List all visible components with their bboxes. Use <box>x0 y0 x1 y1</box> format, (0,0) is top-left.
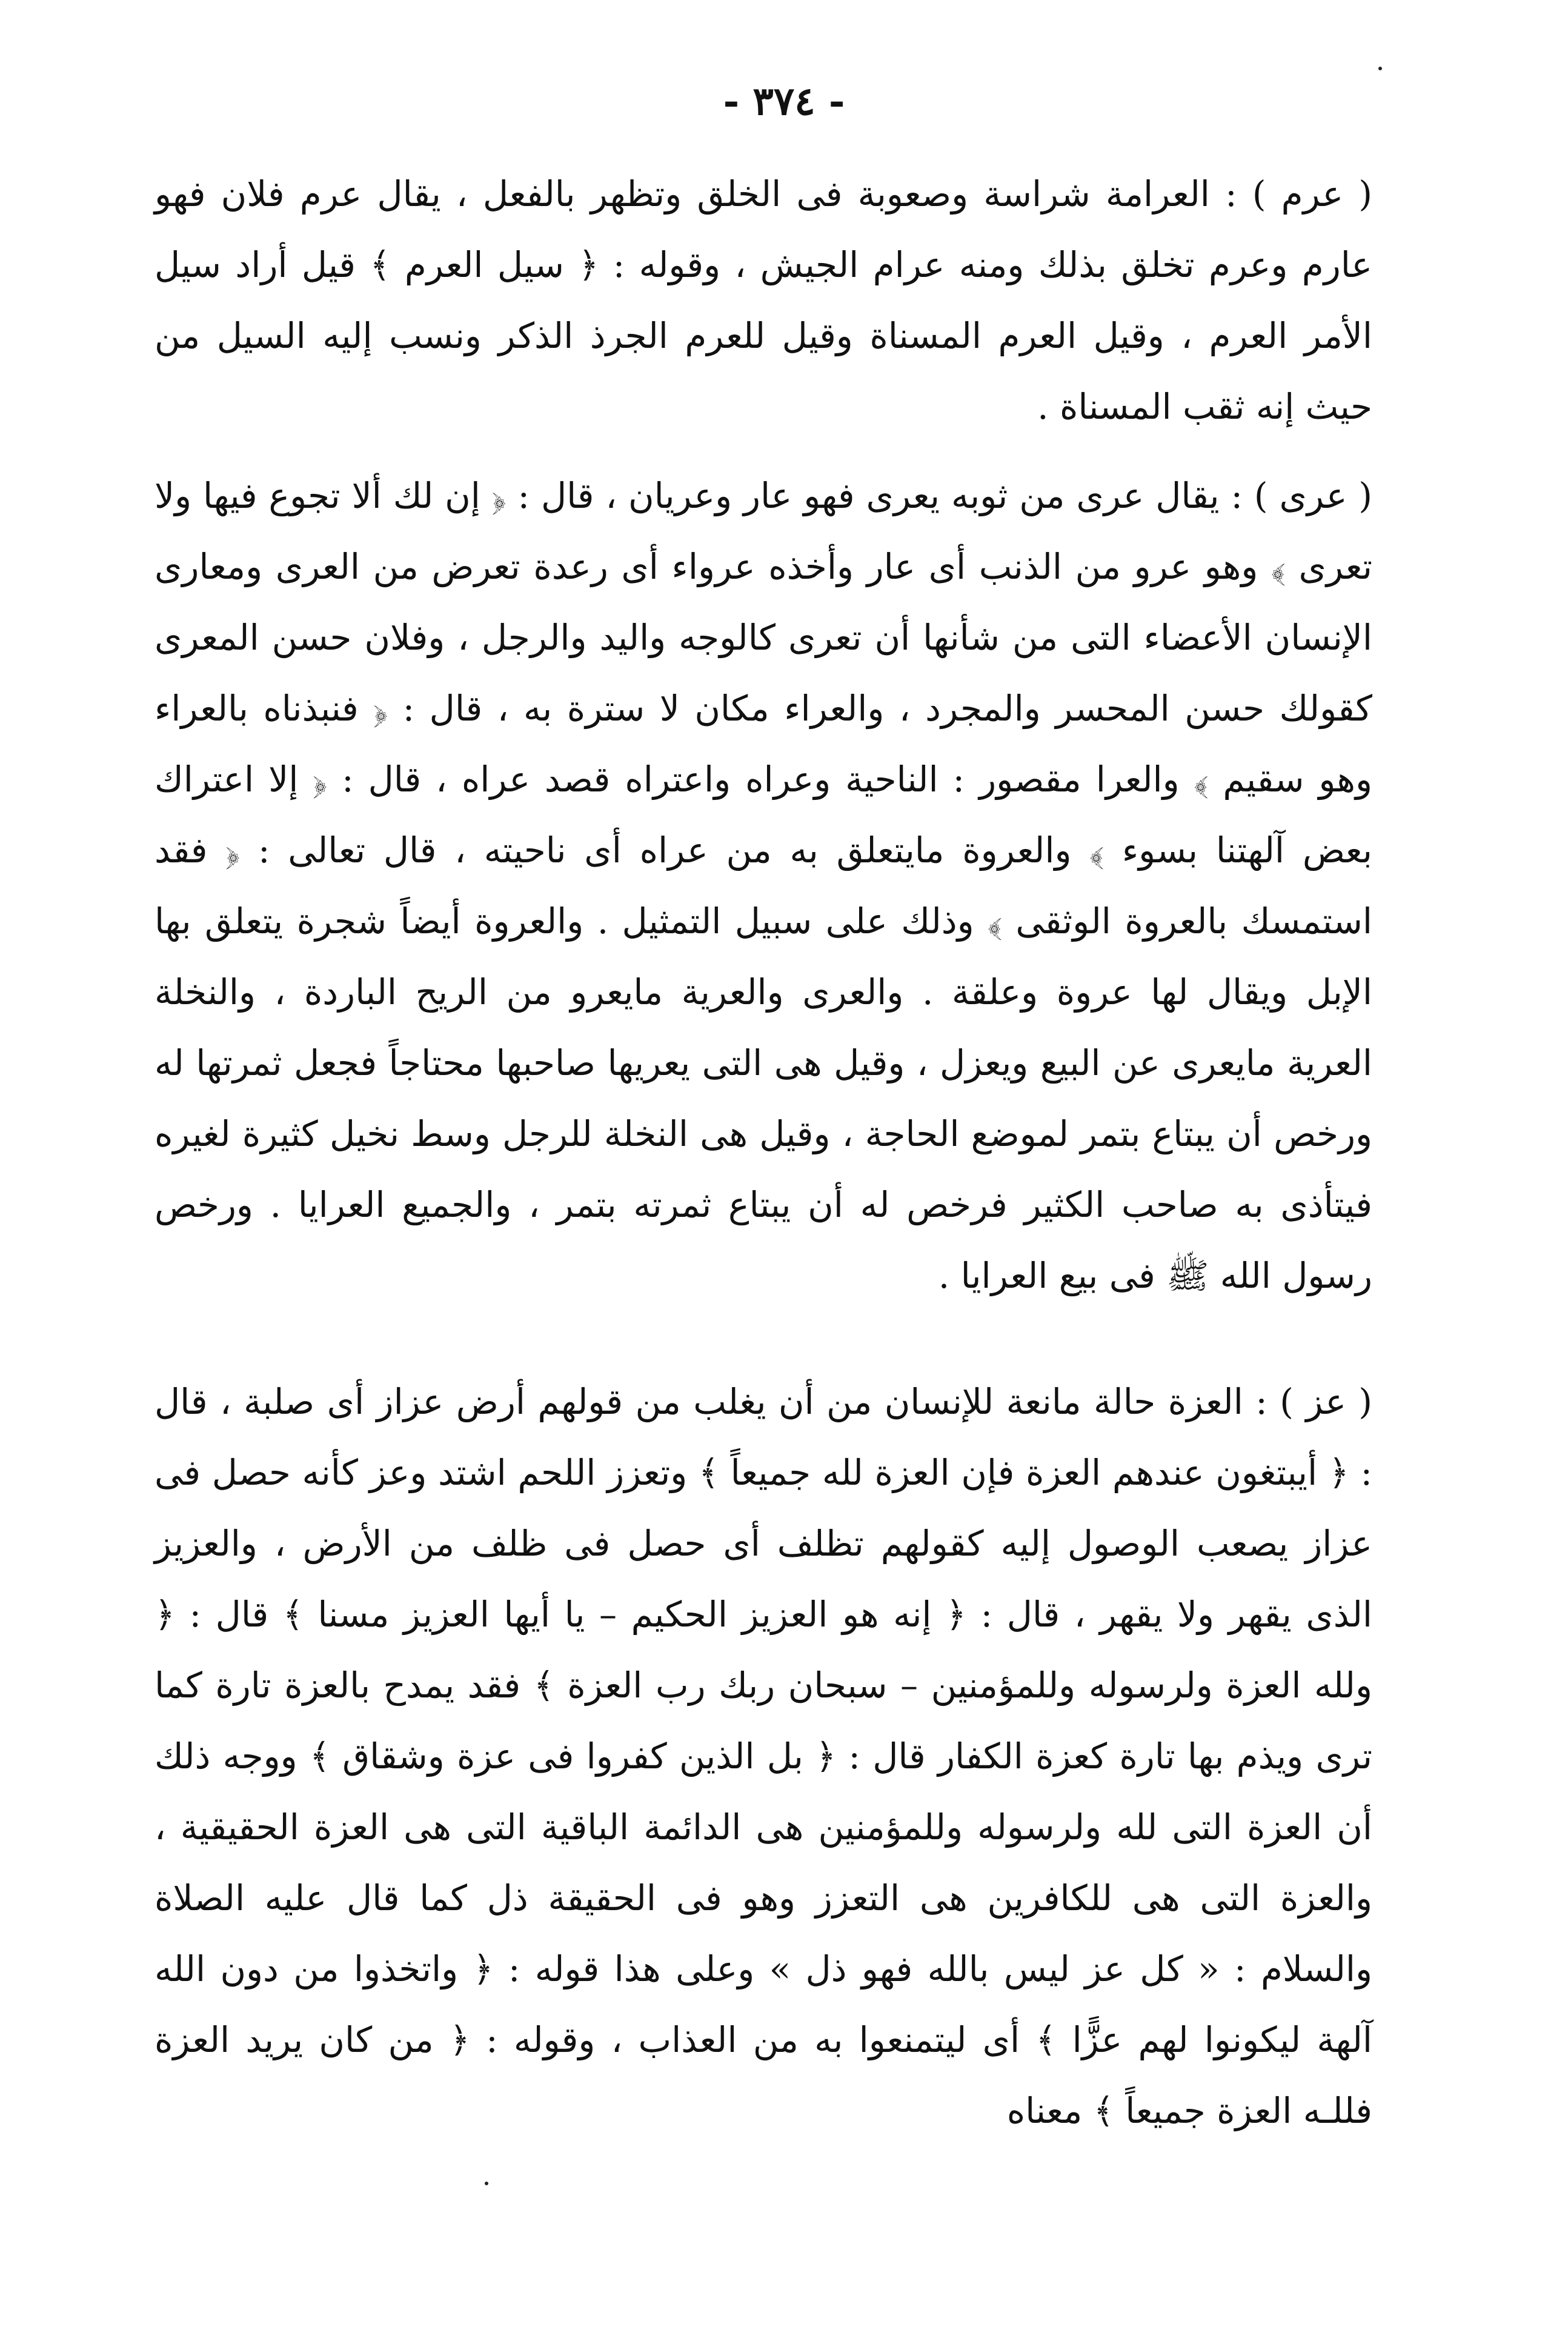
entry-izz <box>154 1367 1372 2146</box>
scan-speck <box>1378 67 1382 70</box>
entry-ozm <box>154 159 1372 442</box>
entry-ozm-text: ( عرم ) : العرامة شراسة وصعوبة فى الخلق وتظهر بالفعل ، يقال عرم فلان فهو عارم وعرم تخلق بذلك ومنه عرام الجيش ، وقوله : ﴿ سيل العرم ﴾ قيل أراد سيل الأمر العرم ، وقيل العرم المسناة وقيل للعرم الجرذ الذكر ونسب إليه السيل من حيث إنه ثقب المسناة . <box>154 173 1372 427</box>
entry-ory-text: ( عرى ) : يقال عرى من ثوبه يعرى فهو عار وعريان ، قال : ﴿ إن لك ألا تجوع فيها ولا تعرى ﴾ وهو عرو من الذنب أى عار وأخذه عرواء أى رعدة تعرض من العرى ومعارى الإنسان الأعضاء التى من شأنها أن تعرى كالوجه واليد والرجل ، وفلان حسن المعرى كقولك حسن المحسر والمجرد ، والعراء مكان لا سترة به ، قال : ﴿ فنبذناه بالعراء وهو سقيم ﴾ والعرا مقصور : الناحية وعراه واعتراه قصد عراه ، قال : ﴿ إلا اعتراك بعض آلهتنا بسوء ﴾ والعروة مايتعلق به من عراه أى ناحيته ، قال تعالى : ﴿ فقد استمسك بالعروة الوثقى ﴾ وذلك على سبيل التمثيل . والعروة أيضاً شجرة يتعلق بها الإبل ويقال لها عروة وعلقة . والعرى والعرية مايعرو من الريح الباردة ، والنخلة العرية مايعرى عن البيع ويعزل ، وقيل هى التى يعريها صاحبها محتاجاً فجعل ثمرتها له ورخص أن يبتاع بتمر لموضع الحاجة ، وقيل هى النخلة للرجل وسط نخيل كثيرة لغيره فيتأذى به صاحب الكثير فرخص له أن يبتاع ثمرته بتمر ، والجميع العرايا . ورخص رسول الله ﷺ فى بيع العرايا . <box>154 475 1373 1296</box>
entry-izz-text: ( عز ) : العزة حالة مانعة للإنسان من أن يغلب من قولهم أرض عزاز أى صلبة ، قال : ﴿ أيبتغون عندهم العزة فإن العزة لله جميعاً ﴾ وتعزز اللحم اشتد وعز كأنه حصل فى عزاز يصعب الوصول إليه كقولهم تظلف أى حصل فى ظلف من الأرض ، والعزيز الذى يقهر ولا يقهر ، قال : ﴿ إنه هو العزيز الحكيم – يا أيها العزيز مسنا ﴾ قال : ﴿ ولله العزة ولرسوله وللمؤمنين – سبحان ربك رب العزة ﴾ فقد يمدح بالعزة تارة كما ترى ويذم بها تارة كعزة الكفار قال : ﴿ بل الذين كفروا فى عزة وشقاق ﴾ ووجه ذلك أن العزة التى لله ولرسوله وللمؤمنين هى الدائمة الباقية التى هى العزة الحقيقية ، والعزة التى هى للكافرين هى التعزز وهو فى الحقيقة ذل كما قال عليه الصلاة والسلام : « كل عز ليس بالله فهو ذل » وعلى هذا قوله : ﴿ واتخذوا من دون الله آلهة ليكونوا لهم عزًّا ﴾ أى ليتمنعوا به من العذاب ، وقوله : ﴿ من كان يريد العزة فللـه العزة جميعاً ﴾ معناه <box>154 1381 1372 2131</box>
page-number: - ٣٧٤ - <box>723 79 845 124</box>
entry-ory <box>154 461 1372 1311</box>
scan-speck <box>485 2182 488 2185</box>
